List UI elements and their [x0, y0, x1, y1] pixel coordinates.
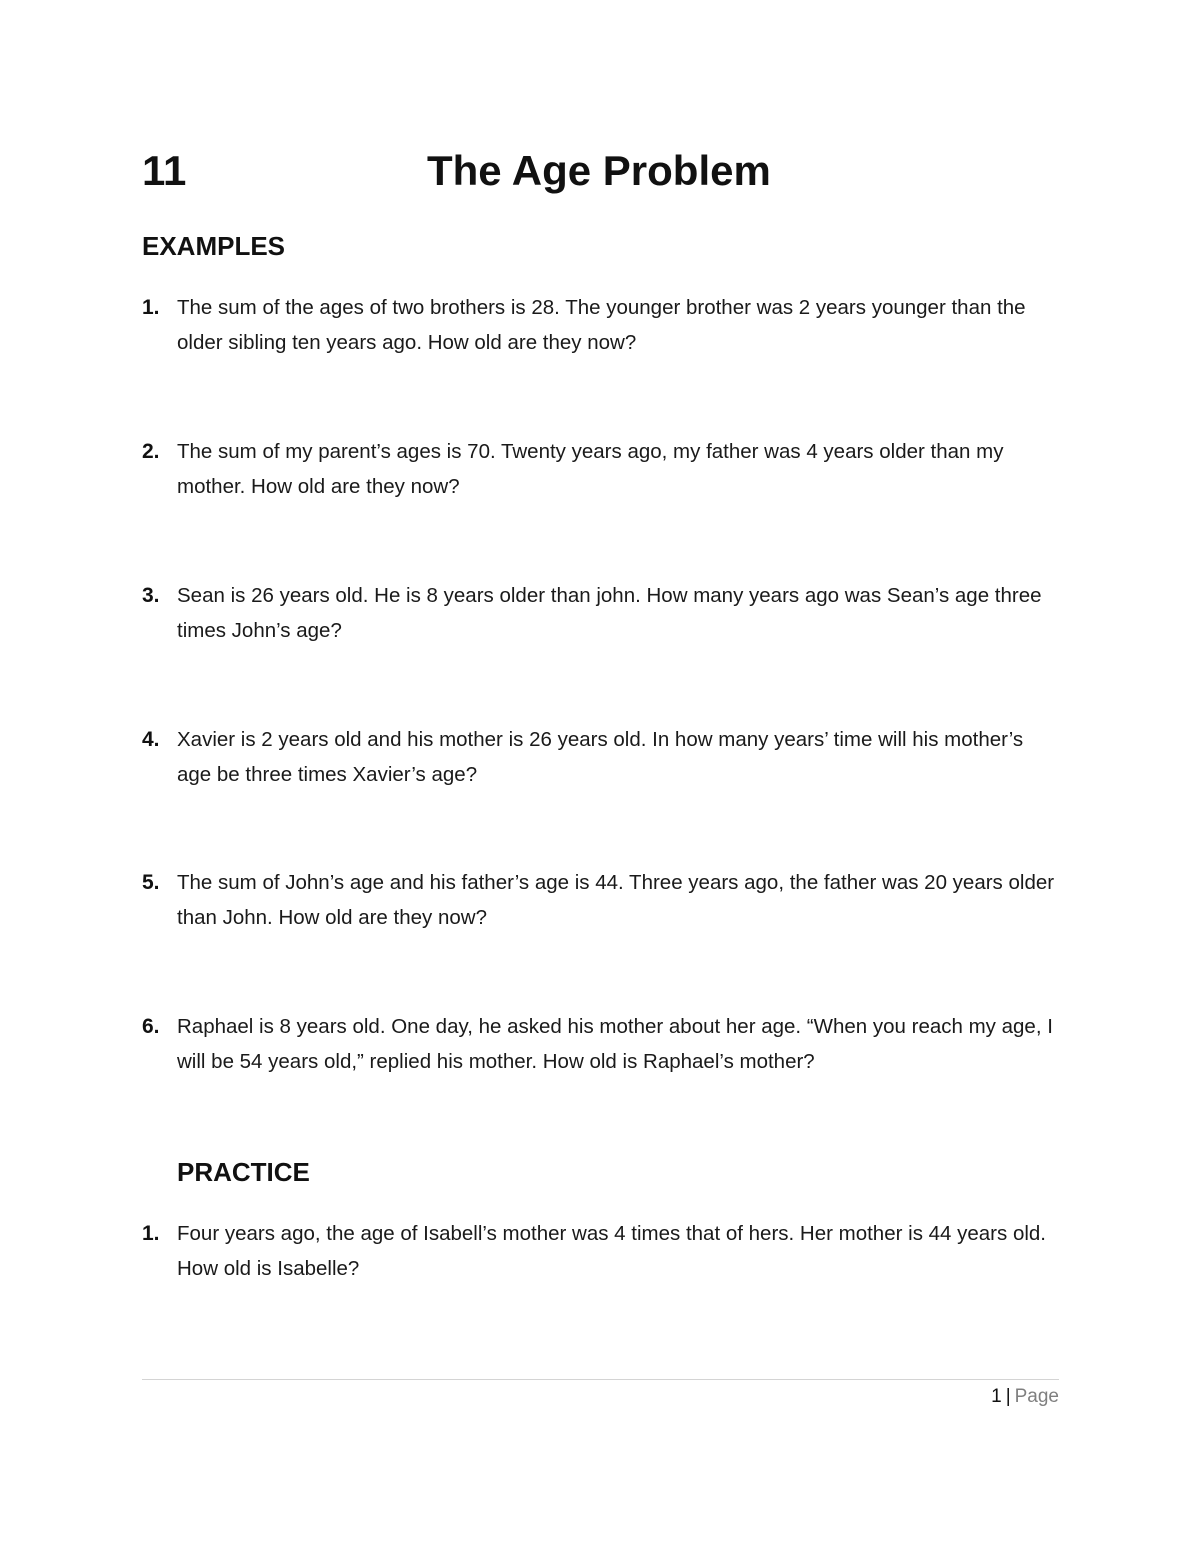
problem-text: Sean is 26 years old. He is 8 years older than john. How many years ago was Sean’s age three times John’s age? [177, 584, 1042, 642]
problem-number: 1. [142, 296, 160, 319]
problem-text: The sum of my parent’s ages is 70. Twenty years ago, my father was 4 years older than my mother. How old are they now? [177, 440, 1004, 498]
problem-text: Raphael is 8 years old. One day, he asked his mother about her age. “When you reach my age, I will be 54 years old,” replied his mother. How old is Raphael’s mother? [177, 1015, 1053, 1073]
examples-heading: EXAMPLES [142, 231, 286, 261]
problem-number: 3. [142, 584, 160, 607]
footer-page-label: Page [1014, 1386, 1059, 1407]
problem-number: 6. [142, 1015, 160, 1038]
chapter-number: 11 [142, 147, 187, 194]
problem-number: 4. [142, 728, 160, 751]
problem-text: Four years ago, the age of Isabell’s mother was 4 times that of hers. Her mother is 44 years old. How old is Isabelle? [177, 1222, 1047, 1280]
footer-separator: | [1005, 1386, 1011, 1407]
problem-text: The sum of the ages of two brothers is 28. The younger brother was 2 years younger than the older sibling ten years ago. How old are they now? [177, 296, 1026, 354]
footer-divider [142, 1379, 1059, 1380]
page-footer [991, 1385, 1059, 1409]
problem-number: 2. [142, 440, 160, 463]
chapter-title: The Age Problem [427, 147, 771, 194]
problem-text: The sum of John’s age and his father’s age is 44. Three years ago, the father was 20 years older than John. How old are they now? [177, 871, 1055, 929]
problem-number: 1. [142, 1222, 160, 1245]
problem-text: Xavier is 2 years old and his mother is 26 years old. In how many years’ time will his mother’s age be three times Xavier’s age? [177, 728, 1024, 786]
practice-heading: PRACTICE [177, 1157, 310, 1187]
footer-page-number: 1 [991, 1386, 1002, 1407]
problem-number: 5. [142, 871, 160, 894]
